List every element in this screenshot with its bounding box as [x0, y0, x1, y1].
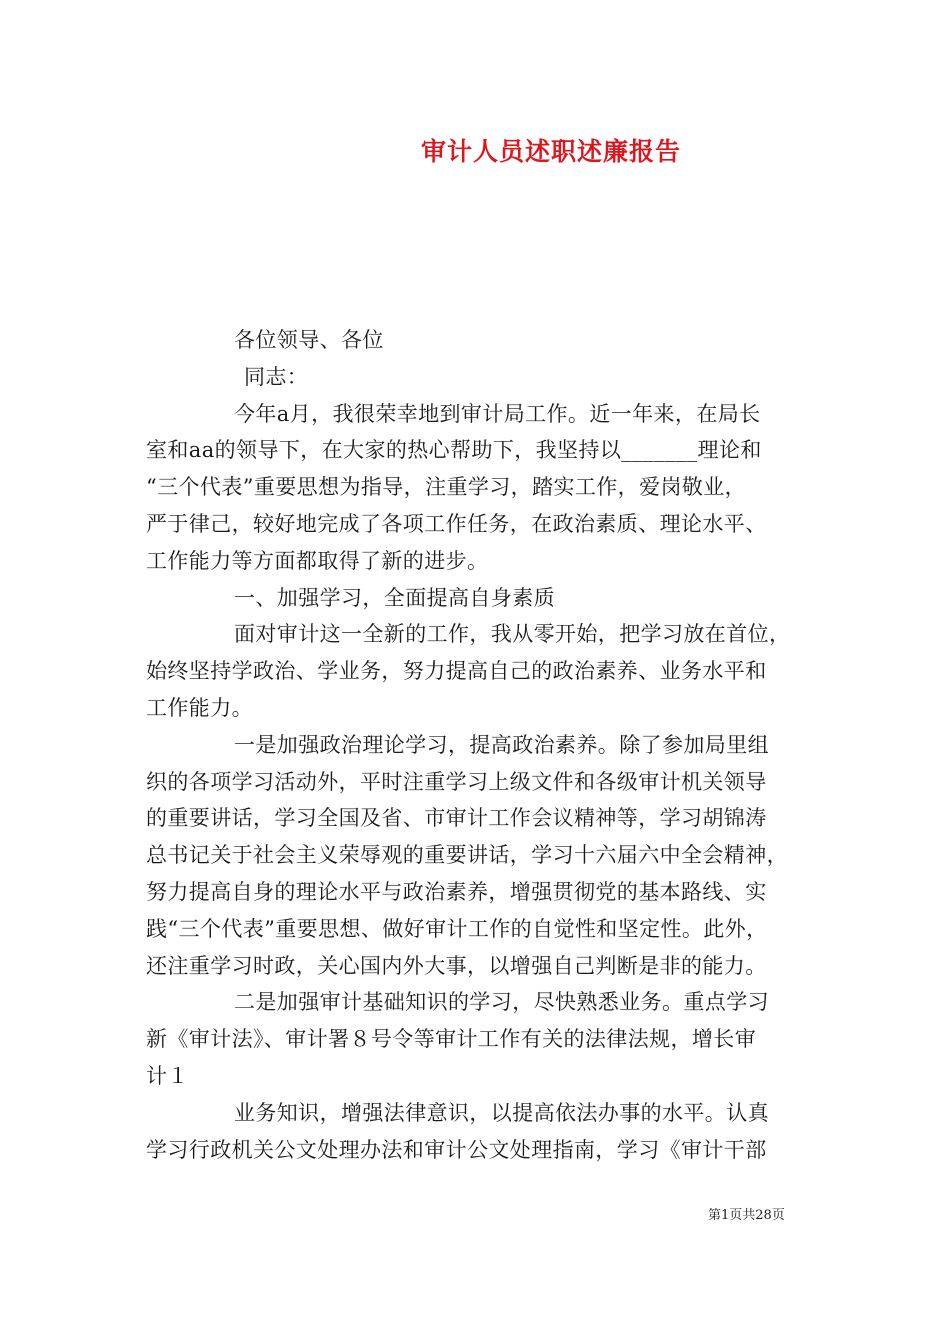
paragraph-line: 努力提高自身的理论水平与政治素养，增强贯彻党的基本路线、实 [146, 879, 767, 904]
paragraph-line: 今年a月，我很荣幸地到审计局工作。近一年来，在局长 [234, 401, 761, 426]
paragraph-line: 面对审计这一全新的工作，我从零开始，把学习放在首位， [234, 622, 791, 647]
paragraph-line: 一是加强政治理论学习，提高政治素养。除了参加局里组 [234, 732, 769, 757]
paragraph-line: 室和aa的领导下，在大家的热心帮助下，我坚持以_______理论和 [146, 438, 762, 463]
page-number: 第1页共28页 [708, 1208, 785, 1223]
section-heading: 一、加强学习，全面提高自身素质 [234, 585, 555, 610]
salutation-line: 各位领导、各位 [234, 328, 384, 352]
paragraph-line: 严于律己，较好地完成了各项工作任务，在政治素质、理论水平、 [146, 511, 767, 536]
paragraph-line: 的重要讲话，学习全国及省、市审计工作会议精神等，学习胡锦涛 [146, 806, 767, 831]
paragraph-line: 二是加强审计基础知识的学习，尽快熟悉业务。重点学习 [234, 990, 769, 1015]
paragraph-line: 工作能力。 [146, 695, 253, 720]
paragraph-line: 业务知识，增强法律意识，以提高依法办事的水平。认真 [234, 1100, 769, 1125]
paragraph-line: 总书记关于社会主义荣辱观的重要讲话，学习十六届六中全会精神， [146, 843, 788, 868]
document-body [146, 322, 818, 1168]
paragraph-line: 工作能力等方面都取得了新的进步。 [146, 548, 489, 573]
paragraph-line: 新《审计法》、审计署８号令等审计工作有关的法律法规，增长审 [146, 1027, 757, 1052]
paragraph-line: “三个代表”重要思想为指导，注重学习，踏实工作，爱岗敬业， [146, 475, 747, 500]
paragraph-line: 始终坚持学政治、学业务，努力提高自己的政治素养、业务水平和 [146, 659, 767, 684]
paragraph-line: 还注重学习时政，关心国内外大事，以增强自己判断是非的能力。 [146, 953, 767, 978]
paragraph-line: 学习行政机关公文处理办法和审计公文处理指南，学习《审计干部 [146, 1137, 767, 1162]
paragraph-line: 织的各项学习活动外，平时注重学习上级文件和各级审计机关领导 [146, 769, 767, 794]
paragraph-line: 践“三个代表”重要思想、做好审计工作的自觉性和坚定性。此外， [146, 916, 768, 941]
paragraph-line: 计１ [146, 1063, 189, 1088]
salutation-line: 同志： [244, 364, 309, 389]
document-title: 审计人员述职述廉报告 [420, 137, 681, 166]
